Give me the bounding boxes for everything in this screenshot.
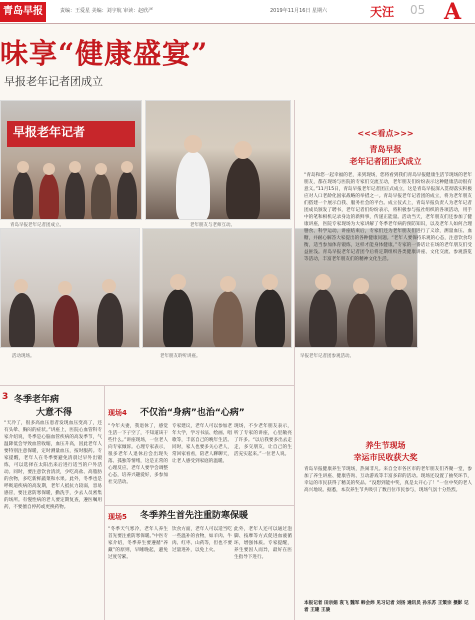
article-number: 现场4	[108, 409, 127, 417]
photo-caption: 老年朋友与老师互动。	[190, 223, 235, 228]
person-figure	[97, 293, 123, 348]
article-subtitle-line1: 养生节现场	[365, 441, 406, 450]
person-head	[170, 274, 186, 290]
photo-venue	[142, 228, 292, 348]
article-body: “冬季天气寒冷，老年人养生首先要注重防寒保暖。”中医专家介绍，冬季养生要遵循“养藏”的原则，早睡晚起，避免过度劳累。	[108, 527, 168, 560]
page-number: 05	[410, 3, 426, 17]
person-head	[58, 281, 72, 295]
divider	[105, 505, 294, 506]
article-body: 此外，老年人还可以通过泡脚、按摩等方式促进血液循环，增强体质。专家提醒，养生要因人而异，最好在医生指导下进行。	[234, 527, 292, 560]
person-head	[43, 163, 55, 175]
banner-text: 早报老年记者	[13, 125, 86, 139]
article-body: 现场，不少老年朋友表示，听了专家的讲座，心里敞亮了许多。“以后我要多出去走走，多交朋友，让自己的生活充实起来。”一位老人说。	[234, 424, 292, 457]
doctor-figure	[176, 151, 210, 220]
person-figure	[226, 157, 260, 220]
person-head	[95, 163, 107, 175]
divider	[104, 386, 105, 620]
article-title: 不仅治“身病”也治“心病”	[140, 408, 245, 418]
person-figure	[255, 289, 285, 348]
divider	[294, 100, 295, 620]
article-body: “青岛和您一起幸福的老，来到现场，您将看到我们青岛早报健康生活节现场的老年朋友，都在现场与医院的专家们交流互动，老年朋友们纷纷表示这种健康活动很有意义。”11月15日，青岛早报老年记者团正式成立，这是青岛早报深入贯彻落实积极应对人口老龄化国家战略的举措之一。青岛早报老年记者团的成立，将为老年朋友们搭建一个展示自我、服务社会的平台。成立仪式上，青岛早报负责人为老年记者团成员颁发了聘书，老年记者们纷纷表示，将积极参与报社组织的各项活动，用手中的笔和相机记录身边的新鲜事，传递正能量。活动当天，老年朋友们还参加了健康讲座，医院专家现场为大家讲解了冬季老年病的预防知识，以及老年人如何合理膳食、科学运动。讲座结束后，专家们还为老年朋友们进行了义诊，测量血压、血糖，并耐心解答大家提出的各种健康问题。“老年人要保持乐观的心态，注意饮食均衡，适当参加体育锻炼，这样才能身体健康。”专家的一番话让在场的老年朋友们受益匪浅。青岛早报老年记者团今后将定期组织各类健康讲座、文化交流、参观游览等活动，丰富老年朋友们的精神文化生活。	[304, 173, 472, 262]
person-figure	[163, 289, 193, 348]
photo-caption: 青岛早报老年记者团成立。	[10, 223, 64, 228]
person-figure	[91, 173, 111, 220]
person-figure	[9, 293, 35, 348]
person-head	[14, 279, 28, 293]
person-figure	[65, 171, 85, 220]
divider	[0, 385, 294, 386]
section-tag: <<<看点>>>	[357, 129, 414, 138]
person-head	[17, 161, 29, 173]
person-head	[184, 135, 202, 153]
person-head	[220, 276, 236, 292]
photo-caption: 老年朋友聆听讲座。	[160, 354, 201, 359]
issue-date: 2019年11月16日 星期六	[270, 8, 328, 14]
person-head	[121, 161, 133, 173]
photo-group-banner	[0, 100, 142, 220]
person-figure	[53, 295, 79, 348]
article-title: 冬季养生首先注重防寒保暖	[140, 511, 249, 521]
page-header	[0, 0, 475, 24]
reporter-credits: 本报记者 田宗娟 袁飞 魏军 韩会炜 见习记者 刘扬 通讯员 孙乐苏 王策宗 摄影 记者 王建 王骏	[304, 601, 469, 613]
photo-caption: 活动现场。	[12, 354, 35, 359]
photo-caption: 早报老年记者团参观活动。	[300, 354, 354, 359]
article-body: “天冷了，很多高血压患者发现血压变高了，还有头晕、胸闷的症状。”讲座上，医院心血管科专家介绍说，冬季是心脑血管疾病的高发季节，气温降低会导致血管收缩，血压升高，因此老年人要特别注意保暖，定时测量血压，按时服药。专家提醒，老年人在冬季要避免清晨过早外出锻炼，可以选择在太阳出来后进行适当的户外活动。同时，要注意饮食清淡，少吃高盐、高脂肪的食物，多吃新鲜蔬菜和水果。此外，冬季也是呼吸道疾病的高发期，老年人抵抗力较弱，容易感冒，要注意防寒保暖，勤洗手，少去人员密集的场所。有慢性病的老人要定期复查，遵医嘱用药，不要擅自停药或更换药物。	[4, 421, 102, 510]
person-figure	[213, 291, 243, 348]
page-subheadline: 早报老年记者团成立	[4, 75, 103, 88]
article-title-line1: 青岛早报	[369, 145, 402, 154]
right-column-article	[296, 100, 475, 620]
article-body: 青岛早报健康养生节现场，热闹非凡。来自全市各区市的老年朋友们齐聚一堂，参加了养生讲座、健康咨询、互动游戏等丰富多彩的活动。现场还设置了抽奖环节，幸运的市民获得了精美的奖品。“没想到能中奖，真是太开心了！”一位中奖的老人高兴地说。据悉，本次养生节共吸引了数百位市民参与，现场气氛十分热烈。	[304, 467, 472, 493]
person-head	[262, 274, 278, 290]
column-name: 天汪	[370, 5, 395, 19]
article-body: “今年夫妻，我退休了，感觉生活一下子空了，不知道该干些什么。”讲座现场，一位老人向专家倾诉。心理专家表示，很多老年人退休后会出现失落、孤独等情绪，这是正常的心理反应。老年人要学会调整心态，培养兴趣爱好，多参加社交活动。	[108, 424, 168, 485]
person-figure	[117, 171, 137, 220]
newspaper-logo: 青岛早报	[0, 2, 46, 22]
article-title: 冬季老年病	[14, 395, 60, 405]
person-head	[234, 141, 252, 159]
page-headline: 味享“健康盛宴”	[0, 37, 209, 70]
section-letter: A	[444, 0, 462, 25]
article-subtitle-line2: 幸运市民收获大奖	[353, 453, 418, 462]
editor-credits: 责编：王爱星 美编：刘宇航 审读：赵欣严	[60, 8, 154, 14]
article-title-line2: 老年记者团正式成立	[349, 157, 422, 166]
article-number: 现场5	[108, 513, 127, 521]
article-number: 3	[2, 392, 9, 402]
person-head	[69, 161, 81, 173]
photo-interaction	[145, 100, 291, 220]
person-figure	[13, 171, 33, 220]
person-head	[102, 279, 116, 293]
article-title: 大意不得	[36, 408, 73, 418]
person-figure	[39, 173, 59, 220]
photo-audience	[0, 228, 140, 348]
article-body: 专家建议，老年人可以参加老年大学，学习书法、绘画、唱歌等，丰富自己的晚年生活。同时，家人也要多关心老人，常回家看看，陪老人聊聊天，让老人感受到家庭的温暖。	[172, 424, 232, 464]
article-body: 饮食方面，老年人可以适当吃一些温补的食物，如羊肉、牛肉、红枣、山药等，但也不要过量进补，以免上火。	[172, 527, 232, 553]
